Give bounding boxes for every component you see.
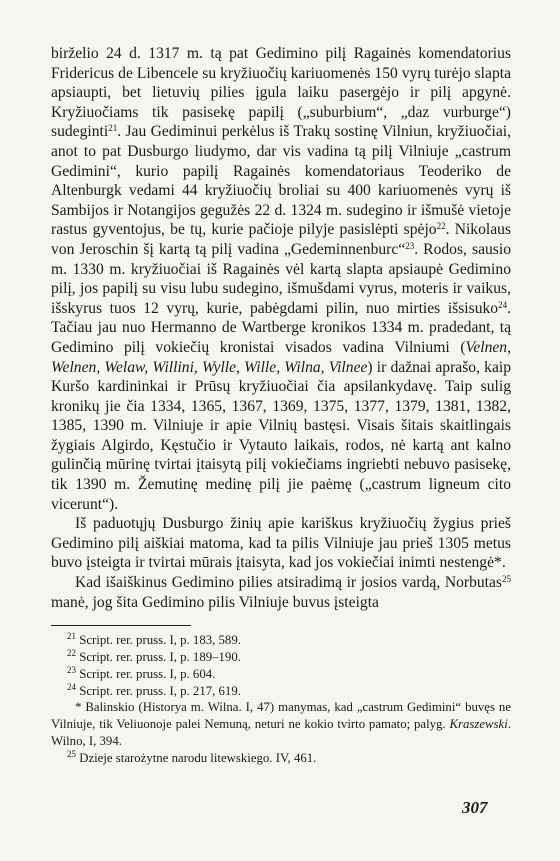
footnote-separator [51, 625, 191, 626]
paragraph [51, 573, 511, 612]
text-run: Script. rer. pruss. I, p. 217, 619. [76, 683, 241, 698]
footnote [51, 649, 511, 666]
text-run: . Rodos, sausio m. 1330 m. kryžiuočiai iš Ragainės vėl kartą slapta apsiaupė Gedimino pilį, jos papilį su visu lubu sudegino, išmušdami vyrus, moteris ir vaikus, išskyrus tuos 12 vyrų, kurie, pabėgdami pilin, nuo mirties išsisuko [51, 240, 511, 317]
text-run: . Nikolaus von Jeroschin šį kartą tą pilį vadina „Gedeminnenburc“ [51, 221, 511, 258]
footnote-ref: 24 [67, 681, 76, 692]
italic-text: Kraszewski [449, 717, 508, 732]
text-run: . Tačiau jau nuo Hermanno de Wartberge kronikos 1334 m. pradedant, tą Gedimino pilį vokiečių kronistai visados vadina Vilniumi ( [51, 299, 511, 356]
footnotes [51, 632, 511, 766]
text-run: Kad išaiškinus Gedimino pilies atsiradimą ir josios vardą, Norbutas [75, 574, 502, 592]
paragraph [51, 44, 511, 514]
footnote [51, 632, 511, 649]
footnote-ref: 21 [108, 123, 118, 134]
body-text [51, 44, 511, 612]
footnote [51, 683, 511, 700]
footnote-ref: 23 [405, 240, 415, 251]
footnote-ref: 22 [436, 221, 446, 232]
text-run: . Wilno, I, 394. [51, 717, 511, 748]
text-run: Script. rer. pruss. I, p. 604. [76, 666, 216, 681]
footnote [51, 699, 511, 749]
text-run: . Jau Gediminui perkėlus iš Trakų sostinę Vilniun, kryžiuočiai, anot to pat Dusburgo liudymo, dar vis vadina tą pilį Vilniuje „castrum Gedimini“, kurio papilį Ragainės komendatoriaus Teoderiko de Altenburgk vedami 44 kryžiuočių broliai su 400 kariuomenės vyrų iš Sambijos ir Notangijos gegužės 22 d. 1324 m. sudegino ir išmušė vietoje rastus gyventojus, be tų, kurie pačioje pilyje pasislėpti spėjo [51, 123, 511, 239]
text-run: Iš paduotųjų Dusburgo žinių apie kariškus kryžiuočių žygius prieš Gedimino pilį aiškiai matoma, kad ta pilis Vilniuje jau prieš 1305 metus buvo įsteigta ir tvirtai mūrais įtaisyta, kad jos vokiečiai inimti nestengė*. [51, 515, 511, 572]
text-run: ) ir dažnai aprašo, kaip Kuršo kardininkai ir Prūsų kryžiuočiai čia apsilankydavę. Taip sulig kronikų jie čia 1334, 1365, 1367, 1369, 1375, 1377, 1379, 1381, 1382, 1385, 1390 m. Vilniuje ir apie Vilnių bastęsi. Visais šitais skaitlingais žygiais Algirdo, Kęstučio ir Vytauto laikais, rodos, nė kartą ant kalno gulinčią mūrinę tvirtai įtaisytą pilį vokiečiams ingriebti nebuvo pasisekę, tik 1390 m. Žemutinę medinę pilį jie paėmę („castrum ligneum cito vicerunt“). [51, 358, 511, 513]
italic-text: Velnen, Welnen, Welaw, Willini, Wylle, Wille, Wilna, Vilnee [51, 338, 511, 376]
footnote-ref: 22 [67, 648, 76, 659]
paragraph [51, 514, 511, 573]
text-run: birželio 24 d. 1317 m. tą pat Gedimino pilį Ragainės komendatorius Fridericus de Libencele su kryžiuočių kariuomenės 150 vyrų turėjo slapta apsiaupti, bet lietuvių pilies įgula laiku pasergėjo ir pilį apgynė. Kryžiuočiams tik pasisekę papilį („suburbium“, „daz vurburge“) sudeginti [51, 45, 511, 141]
footnote [51, 666, 511, 683]
text-run: manė, jog šita Gedimino pilis Vilniuje buvus įsteigta [51, 593, 379, 611]
footnote-ref: 24 [498, 299, 508, 310]
footnote-ref: 21 [67, 631, 76, 642]
text-run: Script. rer. pruss. I, p. 183, 589. [76, 633, 241, 648]
footnote-ref: 25 [502, 574, 511, 585]
page-number: 307 [462, 798, 488, 817]
footnote [51, 750, 511, 767]
text-run: Script. rer. pruss. I, p. 189–190. [76, 650, 241, 665]
text-run: Dzieje starożytne narodu litewskiego. IV, 461. [76, 750, 317, 765]
book-page [51, 44, 511, 767]
text-run: * Balinskio (Historya m. Wilna. I, 47) manymas, kad „castrum Gedimini“ buvęs ne Vilniuje, tik Veliuonoje palei Nemuną, neturi ne kokio tvirto pamato; palyg. [51, 700, 511, 732]
footnote-ref: 23 [67, 664, 76, 675]
footnote-ref: 25 [67, 748, 76, 759]
